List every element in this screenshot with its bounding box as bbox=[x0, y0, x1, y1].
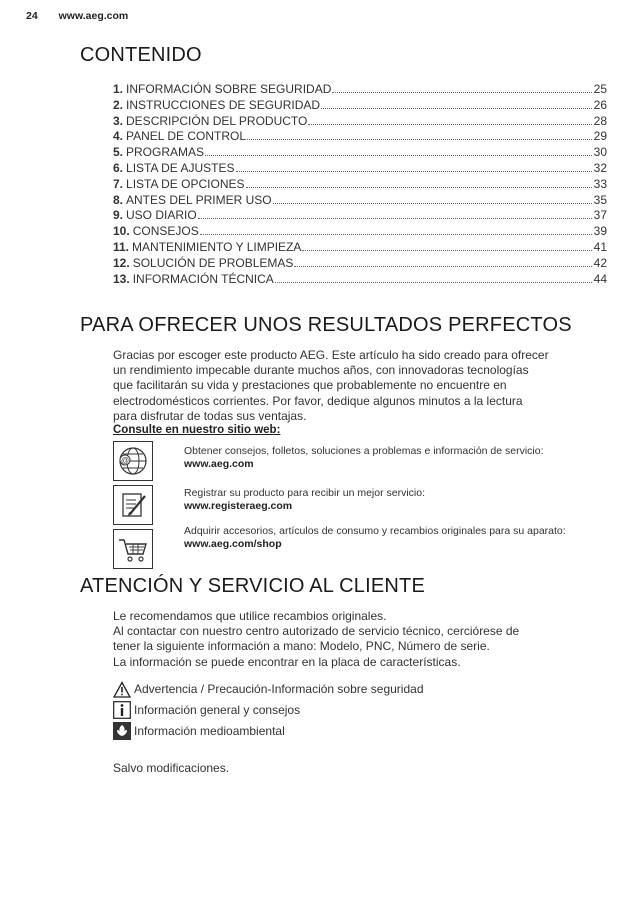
shopping-cart-icon bbox=[113, 529, 153, 569]
toc-leader-dots bbox=[200, 234, 592, 235]
toc-leader-dots bbox=[308, 124, 591, 125]
toc-item[interactable]: 8. ANTES DEL PRIMER USO 35 bbox=[113, 192, 607, 207]
web-item-text: Obtener consejos, folletos, soluciones a problemas e información de servicio: bbox=[184, 445, 544, 457]
legend-environment bbox=[113, 722, 285, 740]
toc-item[interactable]: 2. INSTRUCCIONES DE SEGURIDAD 26 bbox=[113, 97, 607, 112]
legend-info bbox=[113, 701, 300, 719]
toc-leader-dots bbox=[275, 282, 592, 283]
legend-warning bbox=[113, 680, 424, 698]
toc-leader-dots bbox=[236, 171, 592, 172]
toc-leader-dots bbox=[302, 250, 591, 251]
legend-label: Advertencia / Precaución-Información sobre seguridad bbox=[134, 682, 424, 696]
contents-title: CONTENIDO bbox=[80, 44, 202, 66]
warning-triangle-icon bbox=[113, 680, 131, 698]
web-item-link[interactable]: www.aeg.com/shop bbox=[184, 538, 282, 551]
toc-item[interactable]: 7. LISTA DE OPCIONES 33 bbox=[113, 176, 607, 191]
intro-paragraph: Gracias por escoger este producto AEG. Este artículo ha sido creado para ofrecer un rendimiento impecable durante muchos años, con innovadoras tecnologías que facilitarán su vida y prestaciones que probablemente no encuentre en electrodomésticos corrientes. Por favor, dedique algunos minutos a la lectura para disfrutar de todas sus ventajas. bbox=[113, 348, 549, 423]
toc-leader-dots bbox=[294, 266, 591, 267]
toc-item[interactable]: 9. USO DIARIO 37 bbox=[113, 208, 607, 223]
web-item-text: Adquirir accesorios, artículos de consumo y recambios originales para su aparato: bbox=[184, 525, 566, 537]
web-item-link[interactable]: www.aeg.com bbox=[184, 458, 254, 471]
svg-text:@: @ bbox=[120, 456, 130, 465]
website-heading: Consulte en nuestro sitio web: bbox=[113, 424, 281, 436]
page-header bbox=[26, 10, 128, 22]
toc-item[interactable]: 4. PANEL DE CONTROL 29 bbox=[113, 129, 607, 144]
toc-leader-dots bbox=[198, 218, 592, 219]
legend-label: Información medioambiental bbox=[134, 724, 285, 738]
toc-item[interactable]: 5. PROGRAMAS 30 bbox=[113, 145, 607, 160]
environment-icon bbox=[113, 722, 131, 740]
web-item-link[interactable]: www.registeraeg.com bbox=[184, 500, 293, 513]
toc-item[interactable]: 12. SOLUCIÓN DE PROBLEMAS 42 bbox=[113, 255, 607, 270]
toc-leader-dots bbox=[332, 92, 591, 93]
footnote: Salvo modificaciones. bbox=[113, 761, 230, 775]
toc-item[interactable]: 11. MANTENIMIENTO Y LIMPIEZA 41 bbox=[113, 239, 607, 254]
toc-leader-dots bbox=[246, 187, 592, 188]
toc-leader-dots bbox=[273, 203, 592, 204]
results-title: PARA OFRECER UNOS RESULTADOS PERFECTOS bbox=[80, 314, 572, 336]
toc-item[interactable]: 10. CONSEJOS 39 bbox=[113, 224, 607, 239]
toc-item[interactable]: 6. LISTA DE AJUSTES 32 bbox=[113, 160, 607, 175]
info-icon bbox=[113, 701, 131, 719]
service-paragraph: Le recomendamos que utilice recambios originales. Al contactar con nuestro centro autorizado de servicio técnico, cerciórese de tener la siguiente información a mano: Modelo, PNC, Número de serie. La información se puede encontrar en la placa de características. bbox=[113, 609, 520, 669]
legend-label: Información general y consejos bbox=[134, 703, 301, 717]
table-of-contents bbox=[113, 82, 607, 287]
header-url[interactable]: www.aeg.com bbox=[58, 10, 129, 22]
globe-at-icon bbox=[113, 441, 153, 481]
web-item-text: Registrar su producto para recibir un mejor servicio: bbox=[184, 487, 426, 499]
toc-item[interactable]: 3. DESCRIPCIÓN DEL PRODUCTO 28 bbox=[113, 113, 607, 128]
toc-leader-dots bbox=[321, 108, 592, 109]
toc-item[interactable]: 1. INFORMACIÓN SOBRE SEGURIDAD 25 bbox=[113, 82, 607, 96]
page-number: 24 bbox=[26, 10, 38, 22]
toc-leader-dots bbox=[247, 139, 592, 140]
register-notepad-icon bbox=[113, 485, 153, 525]
toc-item[interactable]: 13. INFORMACIÓN TÉCNICA 44 bbox=[113, 271, 607, 286]
service-title: ATENCIÓN Y SERVICIO AL CLIENTE bbox=[80, 575, 425, 597]
toc-leader-dots bbox=[205, 155, 592, 156]
